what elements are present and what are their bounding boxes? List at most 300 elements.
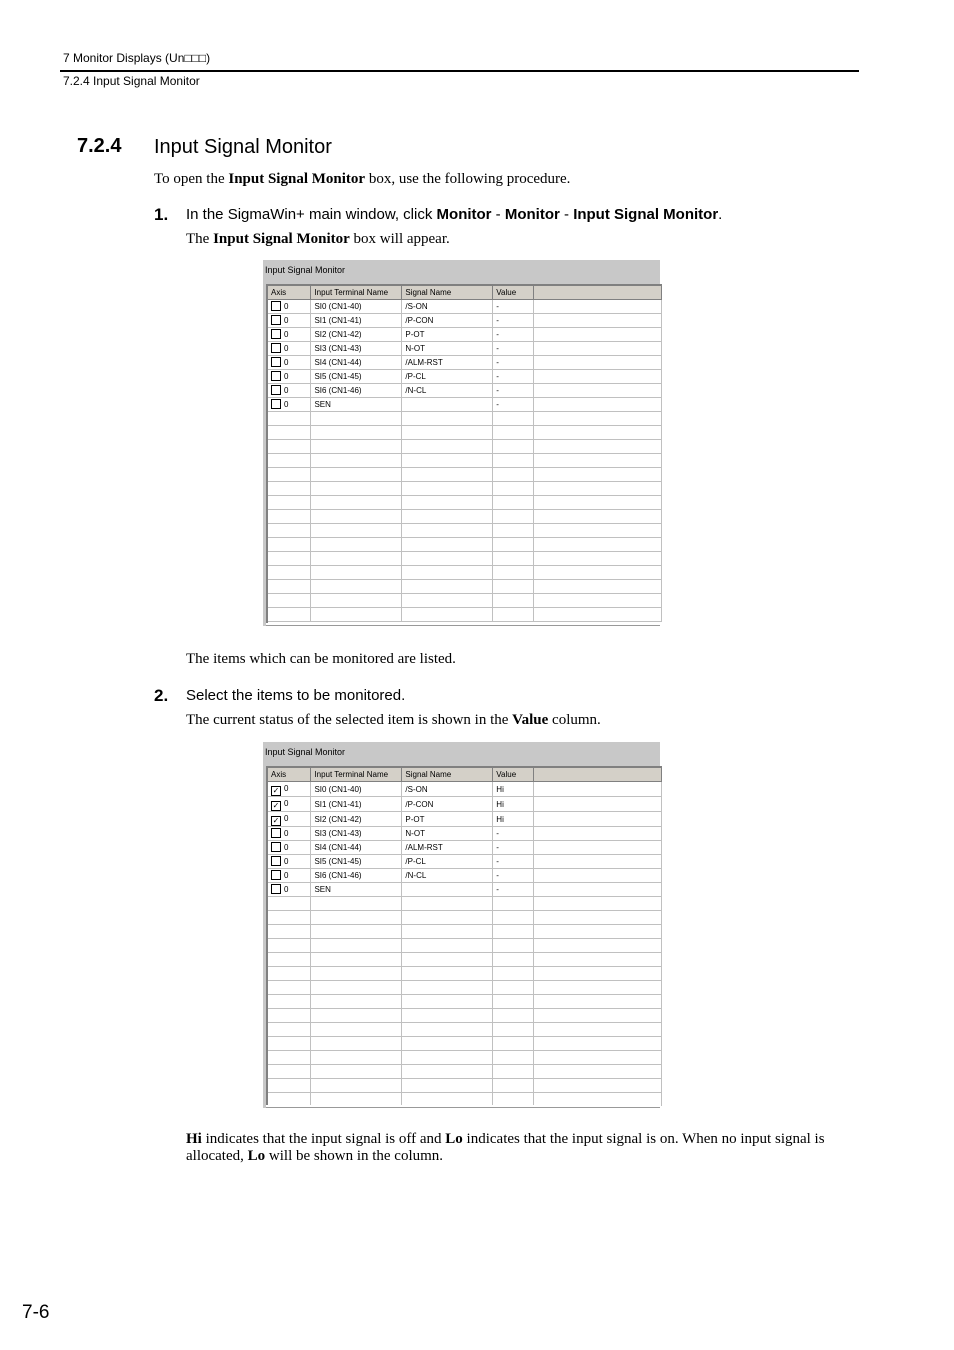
column-header[interactable]: Axis — [268, 286, 311, 300]
window-title: Input Signal Monitor — [265, 265, 346, 275]
column-header[interactable]: Axis — [268, 768, 311, 782]
empty-cell — [534, 1037, 662, 1051]
column-header-blank[interactable] — [534, 286, 662, 300]
empty-cell — [268, 1093, 311, 1107]
empty-cell — [493, 1023, 534, 1037]
terminal-name-cell: SI5 (CN1-45) — [311, 370, 402, 384]
empty-cell — [534, 939, 662, 953]
empty-cell — [402, 566, 493, 580]
table-row — [268, 426, 662, 440]
value-cell: - — [493, 841, 534, 855]
empty-cell — [493, 1093, 534, 1107]
empty-cell — [402, 510, 493, 524]
empty-cell — [534, 827, 662, 841]
table-row — [268, 883, 662, 897]
empty-cell — [268, 1079, 311, 1093]
empty-cell — [534, 869, 662, 883]
signal-name-cell: /ALM-RST — [402, 356, 493, 370]
empty-cell — [268, 1009, 311, 1023]
step-1-result: The Input Signal Monitor box will appear. — [186, 231, 450, 247]
empty-cell — [534, 328, 662, 342]
empty-cell — [493, 911, 534, 925]
empty-cell — [534, 342, 662, 356]
empty-cell — [534, 967, 662, 981]
terminal-name-cell: SI5 (CN1-45) — [311, 855, 402, 869]
table-row — [268, 953, 662, 967]
empty-cell — [311, 1051, 402, 1065]
empty-cell — [268, 580, 311, 594]
empty-cell — [268, 454, 311, 468]
terminal-name-cell: SI0 (CN1-40) — [311, 782, 402, 797]
empty-cell — [268, 594, 311, 608]
empty-cell — [402, 552, 493, 566]
empty-cell — [402, 1065, 493, 1079]
empty-cell — [534, 356, 662, 370]
empty-cell — [534, 398, 662, 412]
running-header-section: 7.2.4 Input Signal Monitor — [63, 74, 200, 88]
value-cell: - — [493, 883, 534, 897]
empty-cell — [493, 496, 534, 510]
checkbox-unchecked[interactable] — [271, 315, 281, 325]
axis-cell — [268, 398, 311, 412]
empty-cell — [534, 496, 662, 510]
empty-cell — [402, 967, 493, 981]
table-row — [268, 1037, 662, 1051]
empty-cell — [534, 594, 662, 608]
table-row — [268, 1079, 662, 1093]
axis-cell — [268, 370, 311, 384]
step-2-instruction: Select the items to be monitored. — [186, 687, 406, 704]
axis-value: 0 — [284, 344, 289, 353]
empty-cell — [493, 426, 534, 440]
table-row — [268, 328, 662, 342]
empty-cell — [311, 552, 402, 566]
axis-cell — [268, 797, 311, 812]
table-row — [268, 812, 662, 827]
empty-cell — [268, 981, 311, 995]
axis-cell — [268, 869, 311, 883]
empty-cell — [311, 468, 402, 482]
empty-cell — [268, 939, 311, 953]
empty-cell — [534, 510, 662, 524]
column-header[interactable]: Value — [493, 286, 534, 300]
empty-cell — [534, 883, 662, 897]
axis-cell — [268, 300, 311, 314]
empty-cell — [402, 426, 493, 440]
signal-name-cell: /P-CON — [402, 797, 493, 812]
empty-cell — [311, 580, 402, 594]
empty-cell — [493, 939, 534, 953]
terminal-name-cell: SI2 (CN1-42) — [311, 328, 402, 342]
empty-cell — [402, 981, 493, 995]
empty-cell — [311, 939, 402, 953]
empty-cell — [268, 1037, 311, 1051]
terminal-name-cell: SI6 (CN1-46) — [311, 869, 402, 883]
empty-cell — [534, 454, 662, 468]
table-row — [268, 1051, 662, 1065]
table-row — [268, 538, 662, 552]
checkbox-unchecked[interactable] — [271, 884, 281, 894]
empty-cell — [311, 482, 402, 496]
empty-cell — [402, 440, 493, 454]
value-cell: - — [493, 855, 534, 869]
empty-cell — [268, 1051, 311, 1065]
empty-cell — [493, 1009, 534, 1023]
column-header[interactable]: Signal Name — [402, 286, 493, 300]
empty-cell — [268, 566, 311, 580]
empty-cell — [268, 524, 311, 538]
step-2-number: 2. — [154, 686, 169, 705]
empty-cell — [534, 426, 662, 440]
signal-grid — [266, 766, 662, 1106]
table-row — [268, 440, 662, 454]
section-number: 7.2.4 — [77, 135, 122, 157]
empty-cell — [402, 939, 493, 953]
axis-value: 0 — [284, 784, 289, 793]
empty-cell — [268, 897, 311, 911]
signal-name-cell — [402, 398, 493, 412]
step-2-result: The current status of the selected item is shown in the Value column. — [186, 712, 601, 728]
checkbox-checked[interactable]: ✓ — [272, 816, 280, 825]
value-cell: - — [493, 398, 534, 412]
table-row — [268, 384, 662, 398]
empty-cell — [402, 995, 493, 1009]
empty-cell — [493, 594, 534, 608]
signal-grid — [266, 284, 662, 624]
empty-cell — [402, 580, 493, 594]
table-row — [268, 482, 662, 496]
empty-cell — [311, 496, 402, 510]
axis-value: 0 — [284, 885, 289, 894]
column-header[interactable]: Input Terminal Name — [311, 286, 402, 300]
value-cell: - — [493, 300, 534, 314]
empty-cell — [493, 897, 534, 911]
table-row — [268, 412, 662, 426]
empty-cell — [493, 580, 534, 594]
value-cell: - — [493, 328, 534, 342]
empty-cell — [534, 468, 662, 482]
empty-cell — [534, 314, 662, 328]
empty-cell — [493, 566, 534, 580]
window-title: Input Signal Monitor — [265, 747, 346, 757]
table-row — [268, 524, 662, 538]
checkbox-unchecked[interactable] — [271, 828, 281, 838]
empty-cell — [268, 1023, 311, 1037]
checkbox-unchecked[interactable] — [271, 870, 281, 880]
empty-cell — [402, 454, 493, 468]
axis-cell — [268, 356, 311, 370]
empty-cell — [534, 552, 662, 566]
checkbox-unchecked[interactable] — [271, 343, 281, 353]
empty-cell — [493, 538, 534, 552]
empty-cell — [534, 897, 662, 911]
empty-cell — [493, 440, 534, 454]
table-row — [268, 1023, 662, 1037]
signal-name-cell: /N-CL — [402, 869, 493, 883]
axis-cell — [268, 841, 311, 855]
checkbox-unchecked[interactable] — [271, 329, 281, 339]
axis-cell — [268, 883, 311, 897]
empty-cell — [311, 594, 402, 608]
empty-cell — [268, 608, 311, 622]
empty-cell — [534, 855, 662, 869]
empty-cell — [534, 1009, 662, 1023]
signal-table — [268, 768, 662, 1106]
column-header[interactable]: Value — [493, 768, 534, 782]
value-cell: Hi — [493, 812, 534, 827]
axis-value: 0 — [284, 302, 289, 311]
empty-cell — [311, 524, 402, 538]
empty-cell — [493, 953, 534, 967]
table-row — [268, 897, 662, 911]
empty-cell — [534, 995, 662, 1009]
empty-cell — [311, 538, 402, 552]
header-rule — [60, 70, 859, 72]
signal-name-cell: P-OT — [402, 812, 493, 827]
empty-cell — [268, 925, 311, 939]
empty-cell — [268, 496, 311, 510]
table-row — [268, 841, 662, 855]
table-row — [268, 925, 662, 939]
signal-name-cell: P-OT — [402, 328, 493, 342]
terminal-name-cell: SI0 (CN1-40) — [311, 300, 402, 314]
empty-cell — [402, 925, 493, 939]
table-row — [268, 454, 662, 468]
axis-cell — [268, 827, 311, 841]
table-row — [268, 496, 662, 510]
value-cell: - — [493, 384, 534, 398]
terminal-name-cell: SI3 (CN1-43) — [311, 342, 402, 356]
axis-value: 0 — [284, 799, 289, 808]
input-signal-monitor-window-2 — [263, 742, 660, 1108]
empty-cell — [534, 1051, 662, 1065]
intro-paragraph: To open the Input Signal Monitor box, use the following procedure. — [154, 171, 571, 187]
table-row — [268, 594, 662, 608]
empty-cell — [402, 496, 493, 510]
value-cell: - — [493, 356, 534, 370]
hi-lo-explanation: Hi indicates that the input signal is off and Lo indicates that the input signal is on. When no input signal is allocated, Lo will be shown in the column. — [186, 1131, 825, 1164]
page-number: 7-6 — [22, 1302, 50, 1323]
axis-value: 0 — [284, 857, 289, 866]
terminal-name-cell: SEN — [311, 883, 402, 897]
empty-cell — [268, 412, 311, 426]
empty-cell — [402, 1037, 493, 1051]
column-header-blank[interactable] — [534, 768, 662, 782]
empty-cell — [534, 1065, 662, 1079]
empty-cell — [311, 995, 402, 1009]
value-cell: Hi — [493, 782, 534, 797]
axis-cell — [268, 384, 311, 398]
empty-cell — [493, 524, 534, 538]
empty-cell — [493, 1051, 534, 1065]
axis-cell — [268, 342, 311, 356]
empty-cell — [311, 1093, 402, 1107]
table-row — [268, 869, 662, 883]
checkbox-unchecked[interactable] — [271, 842, 281, 852]
empty-cell — [493, 468, 534, 482]
signal-name-cell: /P-CL — [402, 855, 493, 869]
empty-cell — [268, 911, 311, 925]
empty-cell — [268, 953, 311, 967]
value-cell: - — [493, 370, 534, 384]
empty-cell — [493, 454, 534, 468]
empty-cell — [534, 1023, 662, 1037]
checkbox-checked[interactable]: ✓ — [272, 801, 280, 810]
empty-cell — [534, 482, 662, 496]
column-header[interactable]: Input Terminal Name — [311, 768, 402, 782]
axis-value: 0 — [284, 330, 289, 339]
signal-name-cell: /P-CON — [402, 314, 493, 328]
empty-cell — [402, 538, 493, 552]
terminal-name-cell: SI1 (CN1-41) — [311, 797, 402, 812]
table-row — [268, 552, 662, 566]
empty-cell — [268, 468, 311, 482]
empty-cell — [402, 524, 493, 538]
signal-name-cell: /ALM-RST — [402, 841, 493, 855]
table-row — [268, 342, 662, 356]
empty-cell — [402, 608, 493, 622]
empty-cell — [534, 911, 662, 925]
empty-cell — [311, 1023, 402, 1037]
step-1-instruction: In the SigmaWin+ main window, click Monitor - Monitor - Input Signal Monitor. — [186, 206, 723, 223]
value-cell: - — [493, 869, 534, 883]
checkbox-unchecked[interactable] — [271, 301, 281, 311]
empty-cell — [534, 841, 662, 855]
axis-cell — [268, 314, 311, 328]
table-row — [268, 981, 662, 995]
table-row — [268, 939, 662, 953]
empty-cell — [268, 967, 311, 981]
checkbox-checked[interactable]: ✓ — [272, 786, 280, 795]
empty-cell — [534, 812, 662, 827]
empty-cell — [534, 370, 662, 384]
empty-cell — [268, 510, 311, 524]
value-cell: - — [493, 342, 534, 356]
checkbox-unchecked[interactable] — [271, 371, 281, 381]
empty-cell — [493, 925, 534, 939]
table-row — [268, 566, 662, 580]
value-cell: - — [493, 314, 534, 328]
empty-cell — [268, 482, 311, 496]
signal-name-cell: /S-ON — [402, 300, 493, 314]
empty-cell — [268, 538, 311, 552]
empty-cell — [311, 1079, 402, 1093]
table-row — [268, 608, 662, 622]
terminal-name-cell: SI4 (CN1-44) — [311, 356, 402, 370]
empty-cell — [311, 566, 402, 580]
terminal-name-cell: SI1 (CN1-41) — [311, 314, 402, 328]
running-header-chapter: 7 Monitor Displays (Un□□□) — [63, 51, 211, 65]
empty-cell — [534, 580, 662, 594]
empty-cell — [402, 594, 493, 608]
terminal-name-cell: SEN — [311, 398, 402, 412]
terminal-name-cell: SI6 (CN1-46) — [311, 384, 402, 398]
empty-cell — [311, 426, 402, 440]
axis-cell — [268, 782, 311, 797]
axis-value: 0 — [284, 386, 289, 395]
axis-value: 0 — [284, 316, 289, 325]
empty-cell — [402, 953, 493, 967]
empty-cell — [402, 482, 493, 496]
empty-cell — [534, 1093, 662, 1107]
empty-cell — [268, 440, 311, 454]
empty-cell — [311, 608, 402, 622]
table-row — [268, 1093, 662, 1107]
empty-cell — [402, 468, 493, 482]
table-row — [268, 967, 662, 981]
empty-cell — [493, 1037, 534, 1051]
table-row — [268, 370, 662, 384]
terminal-name-cell: SI3 (CN1-43) — [311, 827, 402, 841]
axis-value: 0 — [284, 372, 289, 381]
empty-cell — [493, 482, 534, 496]
checkbox-unchecked[interactable] — [271, 357, 281, 367]
terminal-name-cell: SI4 (CN1-44) — [311, 841, 402, 855]
empty-cell — [402, 1009, 493, 1023]
axis-cell — [268, 855, 311, 869]
input-signal-monitor-window-1 — [263, 260, 660, 626]
empty-cell — [493, 608, 534, 622]
empty-cell — [311, 1037, 402, 1051]
empty-cell — [493, 981, 534, 995]
empty-cell — [534, 925, 662, 939]
empty-cell — [534, 524, 662, 538]
empty-cell — [534, 384, 662, 398]
empty-cell — [311, 1009, 402, 1023]
checkbox-unchecked[interactable] — [271, 385, 281, 395]
column-header[interactable]: Signal Name — [402, 768, 493, 782]
table-row — [268, 580, 662, 594]
axis-cell — [268, 812, 311, 827]
axis-value: 0 — [284, 843, 289, 852]
empty-cell — [534, 566, 662, 580]
signal-name-cell: N-OT — [402, 342, 493, 356]
empty-cell — [402, 1093, 493, 1107]
table-row — [268, 827, 662, 841]
empty-cell — [268, 552, 311, 566]
empty-cell — [311, 440, 402, 454]
empty-cell — [534, 440, 662, 454]
empty-cell — [311, 981, 402, 995]
empty-cell — [311, 1065, 402, 1079]
empty-cell — [534, 412, 662, 426]
empty-cell — [534, 608, 662, 622]
table-row — [268, 797, 662, 812]
value-cell: Hi — [493, 797, 534, 812]
empty-cell — [402, 897, 493, 911]
axis-value: 0 — [284, 871, 289, 880]
signal-name-cell: N-OT — [402, 827, 493, 841]
empty-cell — [493, 1079, 534, 1093]
checkbox-unchecked[interactable] — [271, 399, 281, 409]
empty-cell — [493, 995, 534, 1009]
table-row — [268, 468, 662, 482]
table-row — [268, 855, 662, 869]
empty-cell — [534, 782, 662, 797]
empty-cell — [534, 1079, 662, 1093]
signal-table — [268, 286, 662, 622]
axis-value: 0 — [284, 400, 289, 409]
empty-cell — [268, 426, 311, 440]
empty-cell — [534, 538, 662, 552]
signal-name-cell — [402, 883, 493, 897]
signal-name-cell: /N-CL — [402, 384, 493, 398]
table-row — [268, 356, 662, 370]
empty-cell — [493, 552, 534, 566]
empty-cell — [493, 412, 534, 426]
checkbox-unchecked[interactable] — [271, 856, 281, 866]
table-row — [268, 782, 662, 797]
